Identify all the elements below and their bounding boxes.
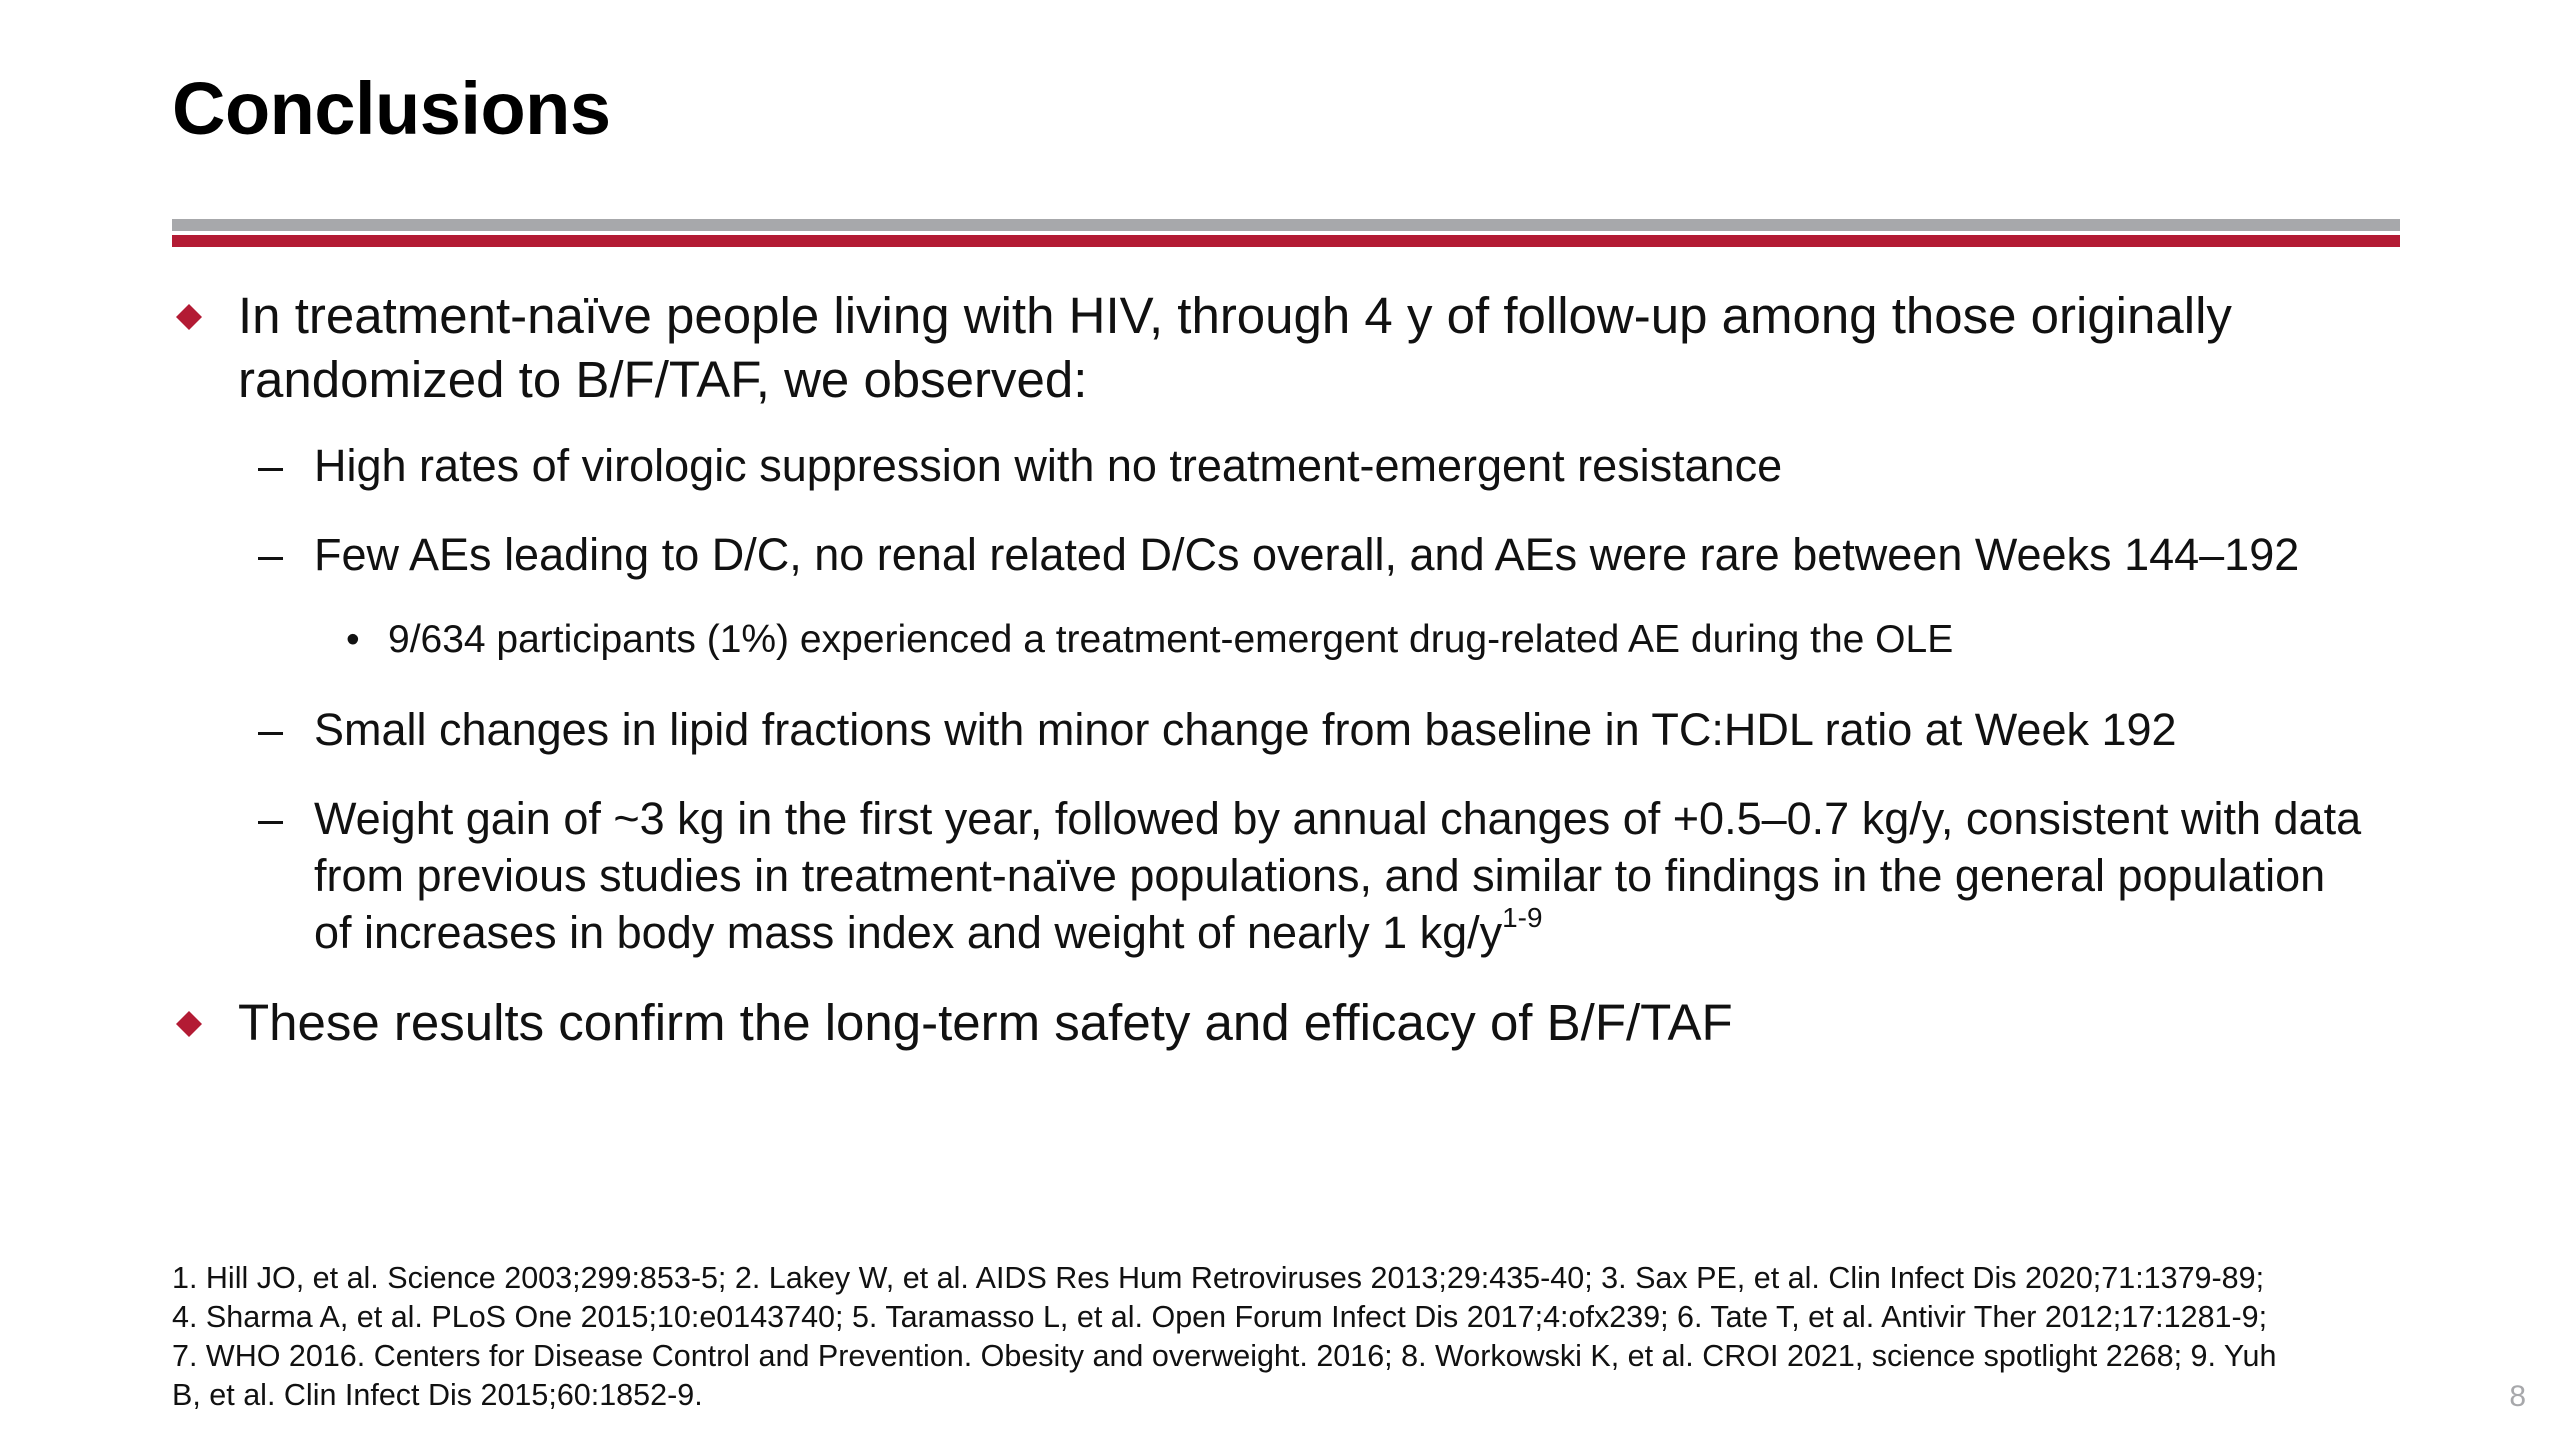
bullet-text: In treatment-naïve people living with HIV, through 4 y of follow-up among those originally randomized to B/F/TAF, we observed:	[238, 287, 2232, 408]
reference-line: 4. Sharma A, et al. PLoS One 2015;10:e0143740; 5. Taramasso L, et al. Open Forum Infect Dis 2017;4:ofx239; 6. Tate T, et al. Antivir Ther 2012;17:1281-9;	[172, 1300, 2268, 1334]
reference-line: B, et al. Clin Infect Dis 2015;60:1852-9.	[172, 1378, 703, 1412]
bullet-text: 9/634 participants (1%) experienced a treatment-emergent drug-related AE during the OLE	[388, 618, 1954, 661]
dot-bullet-marker: •	[346, 618, 360, 661]
slide-title: Conclusions	[172, 67, 611, 150]
bullet-level1-results	[172, 991, 2372, 1055]
dash-bullet-marker: –	[258, 529, 284, 580]
bullet-level2-virologic-suppression	[172, 437, 2372, 494]
bullet-text: High rates of virologic suppression with no treatment-emergent resistance	[314, 440, 1783, 491]
title-divider-red	[172, 235, 2400, 247]
bullet-text: Few AEs leading to D/C, no renal related D/Cs overall, and AEs were rare between Weeks 144–192	[314, 529, 2300, 580]
dash-bullet-marker: –	[258, 440, 284, 491]
bullet-level2-lipid-fractions	[172, 701, 2372, 758]
diamond-bullet-icon	[176, 991, 202, 1055]
reference-line: 7. WHO 2016. Centers for Disease Control and Prevention. Obesity and overweight. 2016; 8. Workowski K, et al. CROI 2021, science spotlight 2268; 9. Yuh	[172, 1339, 2277, 1373]
bullet-text: These results confirm the long-term safety and efficacy of B/F/TAF	[238, 994, 1733, 1051]
bullet-text: Small changes in lipid fractions with minor change from baseline in TC:HDL ratio at Week 192	[314, 704, 2177, 755]
bullet-level2-weight-gain	[172, 790, 2372, 961]
bullet-text: Weight gain of ~3 kg in the first year, followed by annual changes of +0.5–0.7 kg/y, consistent with data from previous studies in treatment-naïve populations, and similar to findings in the general population of increases in body mass index and weight of nearly 1 kg/y	[314, 793, 2362, 958]
dash-bullet-marker: –	[258, 793, 284, 844]
reference-superscript: 1-9	[1502, 902, 1543, 934]
conclusions-list	[172, 284, 2372, 1055]
bullet-level1-observations	[172, 284, 2372, 412]
reference-line: 1. Hill JO, et al. Science 2003;299:853-5; 2. Lakey W, et al. AIDS Res Hum Retroviruses 2013;29:435-40; 3. Sax PE, et al. Clin Infect Dis 2020;71:1379-89;	[172, 1261, 2265, 1295]
page-number: 8	[2509, 1380, 2526, 1413]
title-divider-gray	[172, 219, 2400, 231]
bullet-level3-drug-related-ae	[172, 615, 2372, 665]
bullet-level2-adverse-events	[172, 526, 2372, 583]
dash-bullet-marker: –	[258, 704, 284, 755]
diamond-bullet-icon	[176, 284, 202, 348]
references-footnote	[172, 1259, 2412, 1415]
